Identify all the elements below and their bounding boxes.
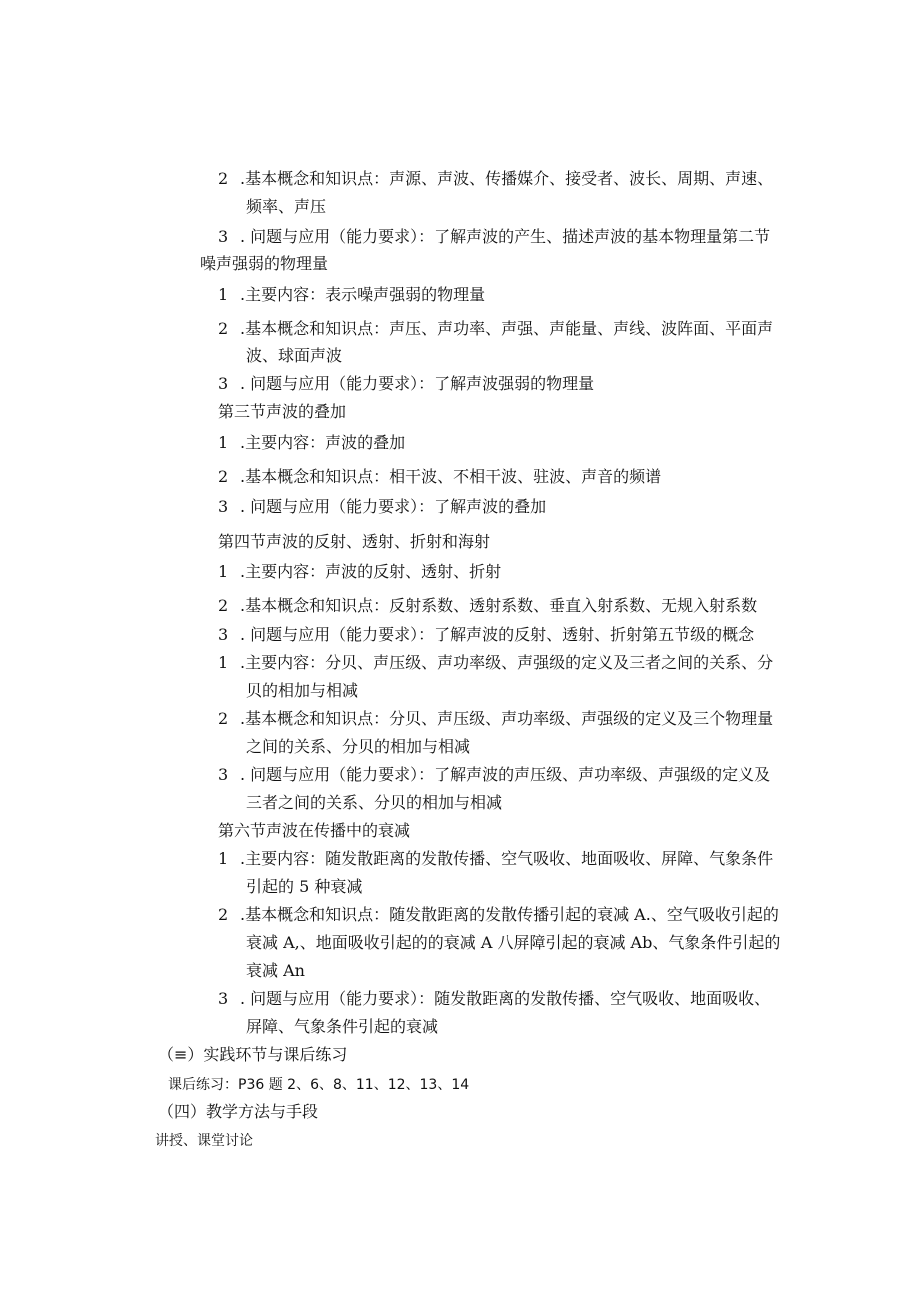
item-number: 2: [218, 596, 229, 615]
s1-item-3-line-1: 3 . 问题与应用（能力要求）：了解声波的产生、描述声波的基本物理量第二节: [218, 227, 771, 246]
s6-item-2-line-1: 2 .基本概念和知识点：随发散距离的发散传播引起的衰减 A.、空气吸收引起的: [218, 905, 779, 924]
s5-item-3-line-2: 三者之间的关系、分贝的相加与相减: [246, 793, 503, 812]
s5-item-1-line-1: 1 .主要内容：分贝、声压级、声功率级、声强级的定义及三者之间的关系、分: [218, 653, 774, 672]
s4-item-1: 1 .主要内容：声波的反射、透射、折射: [218, 562, 502, 581]
item-number: 3: [218, 227, 229, 246]
item-number: 1: [218, 433, 229, 452]
s5-item-2-line-2: 之间的关系、分贝的相加与相减: [246, 737, 471, 756]
s6-item-3-line-1: 3 . 问题与应用（能力要求）：随发散距离的发散传播、空气吸收、地面吸收、: [218, 989, 771, 1008]
item-number: 1: [218, 653, 229, 672]
item-number: 2: [218, 169, 229, 188]
s5-item-3-line-1: 3 . 问题与应用（能力要求）：了解声波的声压级、声功率级、声强级的定义及: [218, 765, 771, 784]
item-number: 1: [218, 285, 229, 304]
item-number: 1: [218, 562, 229, 581]
s3-item-2: 2 .基本概念和知识点：相干波、不相干波、驻波、声音的频谱: [218, 467, 662, 486]
practice-heading: （≡）实践环节与课后练习: [158, 1045, 348, 1064]
s3-title: 第三节声波的叠加: [218, 402, 347, 421]
s6-item-3-line-2: 屏障、气象条件引起的衰减: [246, 1017, 439, 1036]
item-number: 3: [218, 625, 229, 644]
s3-item-1: 1 .主要内容：声波的叠加: [218, 433, 406, 452]
item-number: 2: [218, 467, 229, 486]
s5-item-2-line-1: 2 .基本概念和知识点：分贝、声压级、声功率级、声强级的定义及三个物理量: [218, 709, 774, 728]
s5-item-1-line-2: 贝的相加与相减: [246, 681, 359, 700]
item-number: 3: [218, 765, 229, 784]
s6-item-1-line-1: 1 .主要内容：随发散距离的发散传播、空气吸收、地面吸收、屏障、气象条件: [218, 849, 774, 868]
s3-item-3: 3 . 问题与应用（能力要求）：了解声波的叠加: [218, 497, 547, 516]
item-number: 3: [218, 497, 229, 516]
s6-item-2-line-3: 衰减 An: [246, 961, 305, 980]
s6-item-1-line-2: 引起的 5 种衰减: [246, 877, 363, 896]
item-number: 1: [218, 849, 229, 868]
methods-heading: （四）教学方法与手段: [158, 1102, 319, 1121]
s6-item-2-line-2: 衰减 A,、地面吸收引起的的衰减 A 八屏障引起的衰减 Ab、气象条件引起的: [246, 933, 781, 952]
s2-item-2-line-2: 波、球面声波: [246, 346, 343, 365]
item-number: 2: [218, 905, 229, 924]
s1-item-2-line-1: 2 .基本概念和知识点：声源、声波、传播媒介、接受者、波长、周期、声速、: [218, 169, 774, 188]
item-number: 3: [218, 989, 229, 1008]
item-number: 3: [218, 374, 229, 393]
s2-item-1: 1 .主要内容：表示噪声强弱的物理量: [218, 285, 486, 304]
methods-body: 讲授、课堂讨论: [155, 1133, 253, 1149]
s4-title: 第四节声波的反射、透射、折射和海射: [218, 532, 491, 551]
practice-exercise: 课后练习：P36 题 2、6、8、11、12、13、14: [168, 1077, 470, 1093]
s4-item-2: 2 .基本概念和知识点：反射系数、透射系数、垂直入射系数、无规入射系数: [218, 596, 758, 615]
s1-item-3-line-2: 噪声强弱的物理量: [200, 254, 329, 273]
s4-item-3: 3 . 问题与应用（能力要求）：了解声波的反射、透射、折射第五节级的概念: [218, 625, 755, 644]
item-number: 2: [218, 709, 229, 728]
s2-item-3: 3 . 问题与应用（能力要求）：了解声波强弱的物理量: [218, 374, 595, 393]
s1-item-2-line-2: 频率、声压: [246, 197, 327, 216]
item-number: 2: [218, 319, 229, 338]
s2-item-2-line-1: 2 .基本概念和知识点：声压、声功率、声强、声能量、声线、波阵面、平面声: [218, 319, 774, 338]
s6-title: 第六节声波在传播中的衰减: [218, 821, 411, 840]
